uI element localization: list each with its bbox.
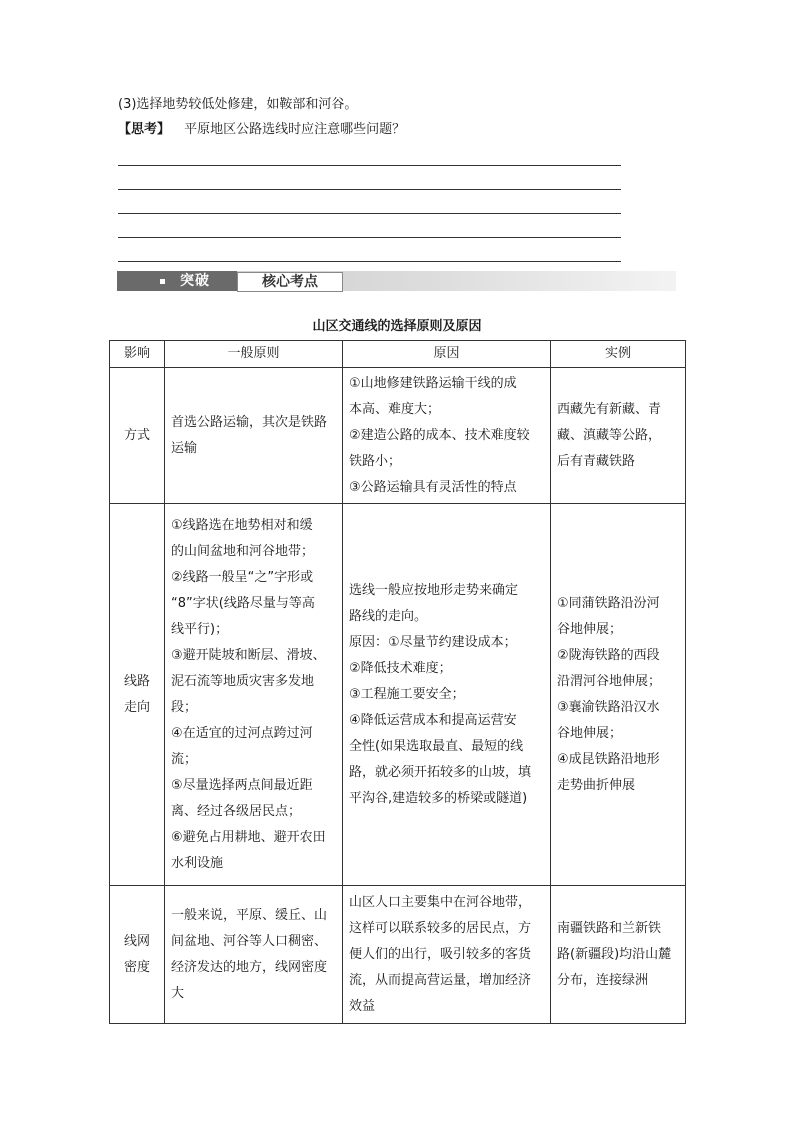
square-bullet-icon bbox=[160, 279, 165, 284]
header-principle: 一般原则 bbox=[165, 341, 343, 368]
principles-table bbox=[109, 340, 686, 1024]
section-banner-dark-block bbox=[117, 271, 237, 291]
principle-cell: 首选公路运输，其次是铁路 运输 bbox=[165, 368, 343, 504]
answer-line bbox=[118, 213, 621, 214]
think-prompt bbox=[118, 121, 405, 139]
table-header-row bbox=[110, 341, 686, 368]
answer-line bbox=[118, 237, 621, 238]
example-cell: ①同蒲铁路沿汾河 谷地伸展； ②陇海铁路的西段 沿渭河谷地伸展； ③襄渝铁路沿汉水 谷地伸展； ④成昆铁路沿地形 走势曲折伸展 bbox=[551, 504, 686, 886]
table-row bbox=[110, 504, 686, 886]
reason-cell: ①山地修建铁路运输干线的成 本高、难度大； ②建造公路的成本、技术难度较 铁路小； ③公路运输具有灵活性的特点 bbox=[343, 368, 551, 504]
reason-cell: 山区人口主要集中在河谷地带， 这样可以联系较多的居民点，方 便人们的出行，吸引较多的客货 流，从而提高营运量，增加经济 效益 bbox=[343, 886, 551, 1024]
table-row bbox=[110, 368, 686, 504]
header-example: 实例 bbox=[551, 341, 686, 368]
answer-line bbox=[118, 189, 621, 190]
principle-cell: ①线路选在地势相对和缓 的山间盆地和河谷地带； ②线路一般呈“之”字形或 “8”字状(线路尽量与等高 线平行)； ③避开陡坡和断层、滑坡、 泥石流等地质灾害多发地 段； ④在适宜的过河点跨过河 流； ⑤尽量选择两点间最近距 离、经过各级居民点； ⑥避免占用耕地、避开农田 水利设施 bbox=[165, 504, 343, 886]
header-reason: 原因 bbox=[343, 341, 551, 368]
intro-line-3: (3)选择地势较低处修建，如鞍部和河谷。 bbox=[118, 97, 358, 112]
header-influence: 影响 bbox=[110, 341, 165, 368]
section-banner-subtitle: 核心考点 bbox=[237, 272, 343, 292]
example-cell: 南疆铁路和兰新铁 路(新疆段)均沿山麓 分布，连接绿洲 bbox=[551, 886, 686, 1024]
principle-cell: 一般来说，平原、缓丘、山 间盆地、河谷等人口稠密、 经济发达的地方，线网密度 大 bbox=[165, 886, 343, 1024]
think-question: 平原地区公路选线时应注意哪些问题？ bbox=[184, 122, 406, 137]
table-caption: 山区交通线的选择原则及原因 bbox=[312, 319, 482, 334]
influence-cell: 线路 走向 bbox=[110, 504, 165, 886]
influence-cell: 线网 密度 bbox=[110, 886, 165, 1024]
reason-cell: 选线一般应按地形走势来确定 路线的走向。 原因：①尽量节约建设成本； ②降低技术难度； ③工程施工要安全； ④降低运营成本和提高运营安 全性(如果选取最直、最短的线 路，就必须开拓较多的山坡，填 平沟谷,建造较多的桥梁或隧道) bbox=[343, 504, 551, 886]
think-tag: 【思考】 bbox=[118, 122, 171, 137]
section-banner-title: 突破 bbox=[180, 273, 210, 289]
answer-line bbox=[118, 165, 621, 166]
example-cell: 西藏先有新藏、青 藏、滇藏等公路， 后有青藏铁路 bbox=[551, 368, 686, 504]
table-row bbox=[110, 886, 686, 1024]
answer-line bbox=[118, 261, 621, 262]
influence-cell: 方式 bbox=[110, 368, 165, 504]
